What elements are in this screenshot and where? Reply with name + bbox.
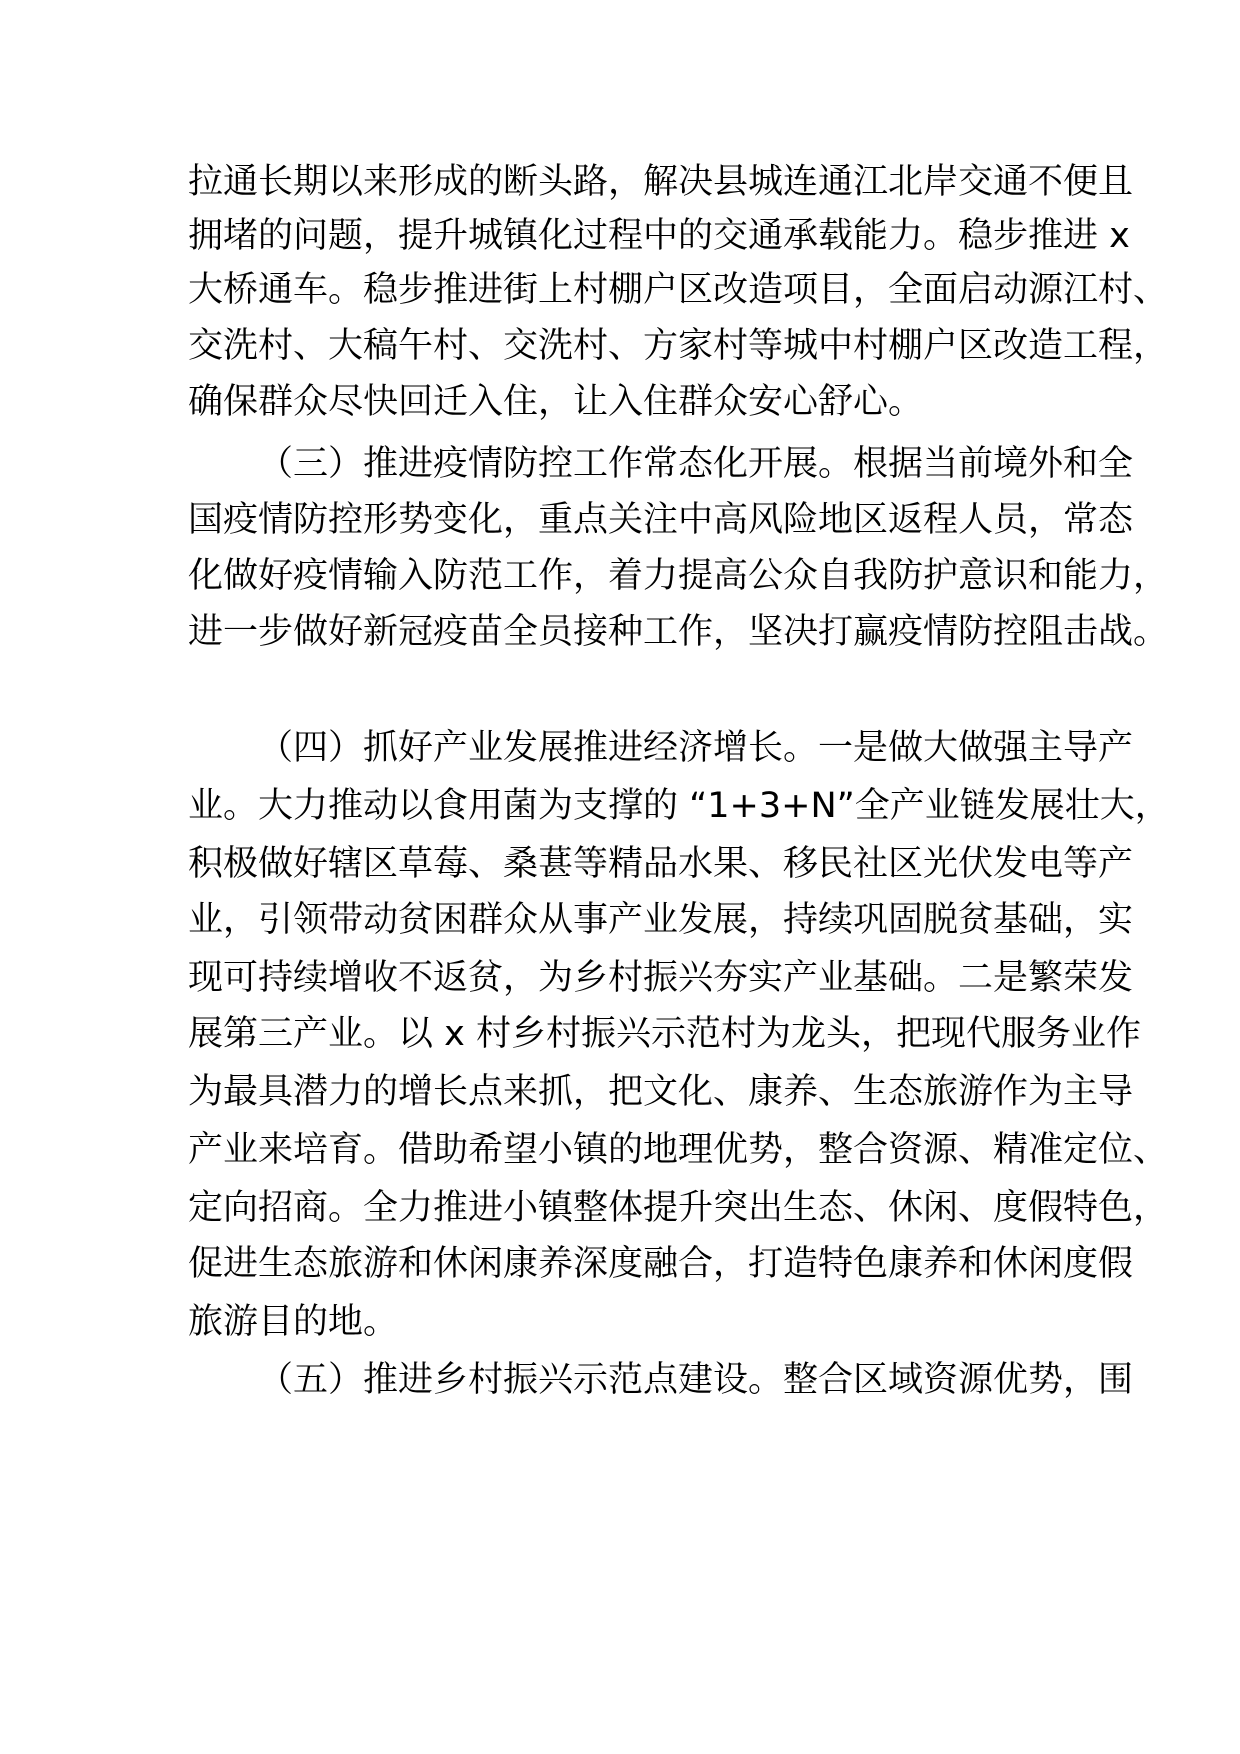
text-line: 进一步做好新冠疫苗全员接种工作，坚决打赢疫情防控阻击战。: [188, 612, 1169, 652]
text-line: 拥堵的问题，提升城镇化过程中的交通承载能力。稳步推进 x: [188, 216, 1130, 256]
text-line: 旅游目的地。: [188, 1302, 399, 1342]
text-line: 定向招商。全力推进小镇整体提升突出生态、休闲、度假特色，: [188, 1188, 1169, 1228]
text-line: 为最具潜力的增长点来抓，把文化、康养、生态旅游作为主导: [188, 1072, 1134, 1112]
text-line: 确保群众尽快回迁入住，让入住群众安心舒心。: [188, 382, 924, 422]
text-line: 交洗村、大稿午村、交洗村、方家村等城中村棚户区改造工程，: [188, 326, 1169, 366]
text-line: 促进生态旅游和休闲康养深度融合，打造特色康养和休闲度假: [188, 1244, 1134, 1284]
text-line: 拉通长期以来形成的断头路，解决县城连通江北岸交通不便且: [188, 162, 1134, 202]
section-heading-5: （五）推进乡村振兴示范点建设。整合区域资源优势，围: [258, 1360, 1134, 1400]
text-line: 国疫情防控形势变化，重点关注中高风险地区返程人员，常态: [188, 500, 1134, 540]
section-heading-3: （三）推进疫情防控工作常态化开展。根据当前境外和全: [258, 444, 1134, 484]
text-line: 化做好疫情输入防范工作，着力提高公众自我防护意识和能力，: [188, 556, 1169, 596]
text-line: 积极做好辖区草莓、桑葚等精品水果、移民社区光伏发电等产: [188, 844, 1134, 884]
section-heading-4: （四）抓好产业发展推进经济增长。一是做大做强主导产: [258, 728, 1134, 768]
text-line: 大桥通车。稳步推进街上村棚户区改造项目，全面启动源江村、: [188, 270, 1169, 310]
text-line: 展第三产业。以 x 村乡村振兴示范村为龙头，把现代服务业作: [188, 1014, 1141, 1054]
text-line: 现可持续增收不返贫，为乡村振兴夯实产业基础。二是繁荣发: [188, 958, 1134, 998]
text-line: 业。大力推动以食用菌为支撑的 “1+3+N”全产业链发展壮大，: [188, 786, 1170, 826]
text-line: 产业来培育。借助希望小镇的地理优势，整合资源、精准定位、: [188, 1130, 1169, 1170]
text-line: 业，引领带动贫困群众从事产业发展，持续巩固脱贫基础，实: [188, 900, 1134, 940]
